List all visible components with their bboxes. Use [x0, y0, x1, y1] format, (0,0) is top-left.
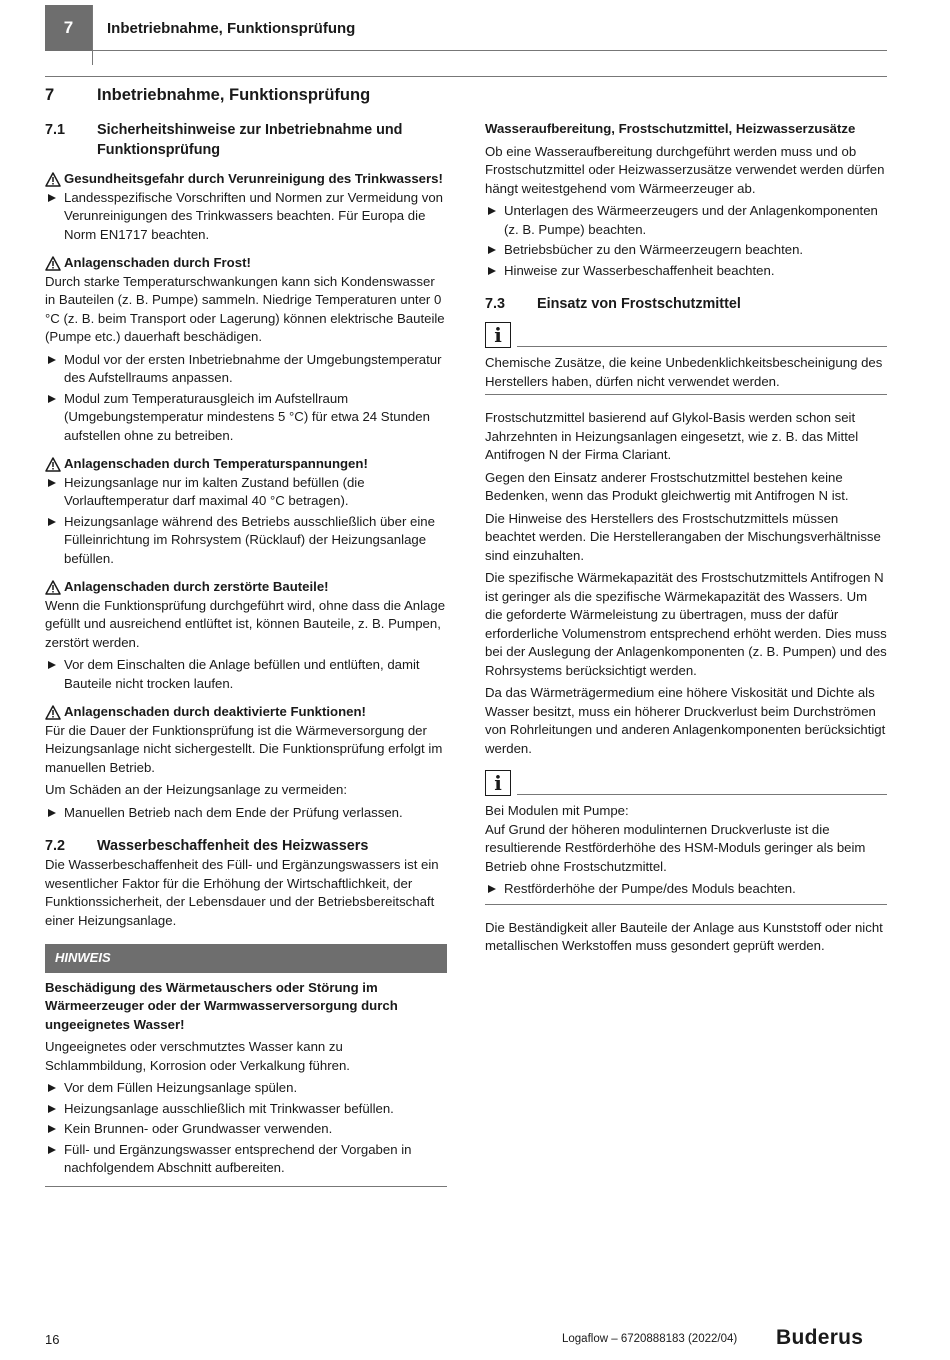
chapter-heading [45, 86, 370, 105]
paragraph: Für die Dauer der Funktionsprüfung ist die Wärmeversorgung der Heizungsanlage nicht sichergestellt. Die Funktionsprüfung erfolgt im manuellen Betrieb. [45, 722, 443, 775]
bullet-list [45, 804, 447, 823]
warning-title: Anlagenschaden durch Frost! [64, 255, 251, 270]
page-number: 16 [45, 1332, 60, 1347]
notice-title: Beschädigung des Wärmetauschers oder Störung im Wärmeerzeuger oder der Warmwasserversorgung durch ungeeignetes Wasser! [45, 979, 398, 1032]
paragraph: Durch starke Temperaturschwankungen kann sich Kondenswasser in Bauteilen (z. B. Pumpe) sammeln. Niedrige Temperaturen unter 0 °C (z. B. beim Transport oder Lagerung) können elektrische Bauteile (Pumpe etc.) dauerhaft beschädigen. [45, 273, 445, 344]
notice-label: HINWEIS [45, 944, 447, 973]
info-icon: i [485, 770, 511, 796]
warning-heading [45, 703, 447, 722]
paragraph: Die Beständigkeit aller Bauteile der Anlage aus Kunststoff oder nicht metallischen Werkstoffen muss gesondert geprüft werden. [485, 919, 883, 953]
list-item: Landesspezifische Vorschriften und Normen zur Vermeidung von Verunreinigungen des Trinkwassers beachten. Für Europa die Norm EN1717 beachten. [45, 189, 447, 245]
list-item: Modul zum Temperaturausgleich im Aufstellraum (Umgebungstemperatur mindestens 5 °C) für etwa 24 Stunden aufstellen ohne zu betreiben. [45, 390, 447, 446]
subsection-title: Wasseraufbereitung, Frostschutzmittel, Heizwasserzusätze [485, 121, 856, 136]
paragraph: Wenn die Funktionsprüfung durchgeführt wird, ohne dass die Anlage gefüllt und ausreichend entlüftet ist, können Bauteile, z. B. Pumpen, zerstört werden. [45, 597, 446, 650]
warning-heading [45, 578, 447, 597]
chapter-number: 7 [45, 86, 55, 104]
list-item: Vor dem Füllen Heizungsanlage spülen. [45, 1079, 447, 1098]
info-box [485, 802, 887, 905]
list-item: Betriebsbücher zu den Wärmeerzeugern beachten. [485, 241, 887, 260]
section-number: 7.3 [485, 296, 506, 312]
list-item: Heizungsanlage ausschließlich mit Trinkwasser befüllen. [45, 1100, 447, 1119]
info-rule [517, 346, 887, 347]
bullet-list [45, 656, 447, 693]
info-icon: i [485, 322, 511, 348]
list-item: Manuellen Betrieb nach dem Ende der Prüfung verlassen. [45, 804, 447, 823]
info-header [485, 322, 887, 348]
bullet-list [45, 189, 447, 245]
list-item: Restförderhöhe der Pumpe/des Moduls beachten. [485, 880, 887, 899]
list-item: Heizungsanlage nur im kalten Zustand befüllen (die Vorlauftemperatur darf maximal 40 °C betragen). [45, 474, 447, 511]
section-number: 7.2 [45, 838, 66, 854]
chapter-title: Inbetriebnahme, Funktionsprüfung [97, 86, 371, 104]
paragraph: Bei Modulen mit Pumpe: [485, 803, 629, 818]
bullet-list [45, 351, 447, 446]
paragraph: Chemische Zusätze, die keine Unbedenklichkeitsbescheinigung des Herstellers haben, dürfen nicht verwendet werden. [485, 355, 883, 389]
bullet-list [45, 1079, 447, 1178]
left-column [45, 120, 447, 1191]
warning-icon [45, 457, 61, 472]
section-7-2-heading [45, 836, 447, 856]
warning-title: Anlagenschaden durch Temperaturspannungen! [64, 456, 368, 471]
info-box [485, 354, 887, 395]
section-7-3-heading [485, 294, 887, 314]
paragraph: Gegen den Einsatz anderer Frostschutzmittel bestehen keine Bedenken, wenn das Produkt gleichwertig mit Antifrogen N ist. [485, 469, 849, 503]
list-item: Kein Brunnen- oder Grundwasser verwenden. [45, 1120, 447, 1139]
warning-title: Gesundheitsgefahr durch Verunreinigung des Trinkwassers! [64, 171, 443, 186]
paragraph: Auf Grund der höheren modulinternen Druckverluste ist die resultierende Restförderhöhe des HSM-Moduls geringer als beim Betrieb ohne Frostschutzmittel. [485, 821, 866, 874]
warning-icon [45, 256, 61, 271]
list-item: Modul vor der ersten Inbetriebnahme der Umgebungstemperatur des Aufstellraums anpassen. [45, 351, 447, 388]
list-item: Unterlagen des Wärmeerzeugers und der Anlagenkomponenten (z. B. Pumpe) beachten. [485, 202, 887, 239]
header-chapter-title: Inbetriebnahme, Funktionsprüfung [107, 20, 356, 37]
warning-icon [45, 705, 61, 720]
paragraph: Da das Wärmeträgermedium eine höhere Viskosität und Dichte als Wasser besitzt, muss ein höherer Druckverlust beim Durchströmen von Rohrleitungen und anderen Anlagenkomponenten berücksichtigt werden. [485, 685, 886, 756]
paragraph: Um Schäden an der Heizungsanlage zu vermeiden: [45, 782, 348, 797]
paragraph: Ungeeignetes oder verschmutztes Wasser kann zu Schlammbildung, Korrosion oder Verkalkung führen. [45, 1039, 350, 1073]
paragraph: Frostschutzmittel basierend auf Glykol-Basis werden schon seit Jahrzehnten in Heizungsanlagen eingesetzt, wie z. B. das Mittel Antifrogen N der Firma Clariant. [485, 410, 859, 462]
warning-heading [45, 170, 447, 189]
section-number: 7.1 [45, 122, 66, 138]
notice-box [45, 979, 447, 1187]
bullet-list [45, 474, 447, 569]
info-rule [517, 794, 887, 795]
section-7-1-heading [45, 120, 447, 160]
header-chapter-number: 7 [45, 5, 92, 51]
paragraph: Die Wasserbeschaffenheit des Füll- und Ergänzungswassers ist ein wesentlicher Faktor für die Erhöhung der Wirtschaftlichkeit, der Funktionssicherheit, der Lebensdauer und der Betriebsbereitschaft einer Heizungsanlage. [45, 857, 439, 928]
list-item: Heizungsanlage während des Betriebs ausschließlich über eine Fülleinrichtung im Rohrsystem (Rücklauf) der Heizungsanlage befüllen. [45, 513, 447, 569]
paragraph: Die spezifische Wärmekapazität des Frostschutzmittels Antifrogen N ist geringer als die spezifische Wärmekapazität des Wassers. Um die geforderte Wärmeleistung zu übertragen, muss der dafür erforderliche Volumenstrom entsprechend erhöht werden. Dies muss bei der Auslegung der Anlagenkomponenten (z. B. Pumpen) und des Rohrsystems berücksichtigt werden. [485, 570, 887, 678]
list-item: Vor dem Einschalten die Anlage befüllen und entlüften, damit Bauteile nicht trocken laufen. [45, 656, 447, 693]
list-item: Füll- und Ergänzungswasser entsprechend der Vorgaben in nachfolgendem Abschnitt aufbereiten. [45, 1141, 447, 1178]
warning-heading [45, 254, 447, 273]
paragraph: Ob eine Wasseraufbereitung durchgeführt werden muss und ob Frostschutzmittel oder Heizwasserzusätze verwendet werden dürfen hängt weitestgehend vom Wärmeerzeuger ab. [485, 143, 885, 196]
bullet-list [485, 202, 887, 280]
paragraph: Die Hinweise des Herstellers des Frostschutzmittels müssen beachtet werden. Die Herstellerangaben der Mischungsverhältnisse sind einzuhalten. [485, 510, 881, 563]
header-divider [92, 5, 93, 65]
info-header [485, 770, 887, 796]
brand-logo: Buderus [776, 1326, 864, 1349]
list-item: Hinweise zur Wasserbeschaffenheit beachten. [485, 262, 887, 281]
section-title: Wasserbeschaffenheit des Heizwassers [97, 838, 369, 854]
top-rule [45, 76, 887, 77]
warning-title: Anlagenschaden durch deaktivierte Funktionen! [64, 704, 366, 719]
warning-title: Anlagenschaden durch zerstörte Bauteile! [64, 579, 329, 594]
header-rule [92, 50, 887, 51]
warning-heading [45, 455, 447, 474]
warning-icon [45, 172, 61, 187]
bullet-list [485, 880, 887, 899]
section-title: Einsatz von Frostschutzmittel [537, 296, 741, 312]
warning-icon [45, 580, 61, 595]
document-reference: Logaflow – 6720888183 (2022/04) [562, 1333, 738, 1345]
section-title: Sicherheitshinweise zur Inbetriebnahme und Funktionsprüfung [97, 122, 403, 158]
right-column [485, 120, 887, 960]
